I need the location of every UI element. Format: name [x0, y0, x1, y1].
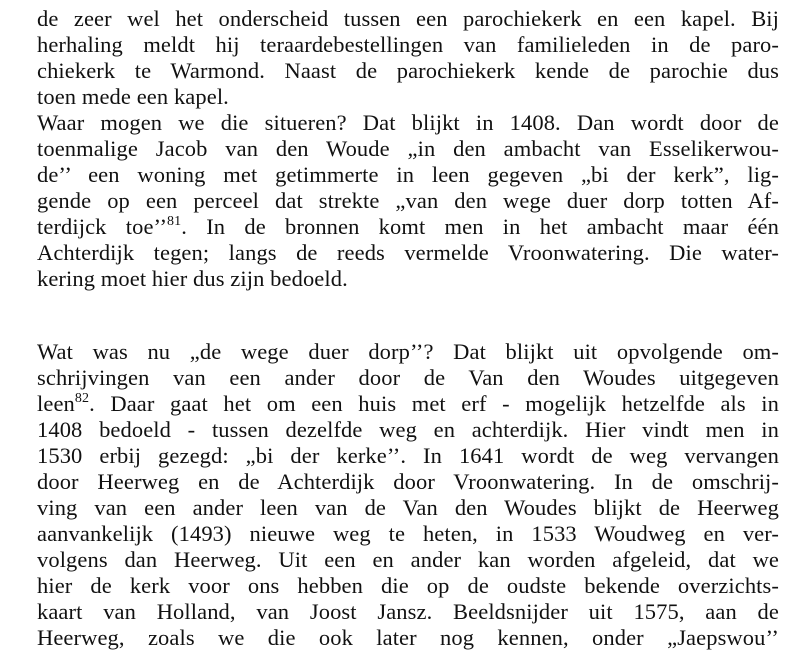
paragraph-1	[37, 6, 779, 292]
footnote-ref: 81	[167, 214, 182, 229]
text-line: de’’ een woning met getimmerte in leen gegeven „bi der kerk”, lig-	[37, 162, 779, 187]
footnote-ref: 82	[74, 391, 90, 406]
text-line: aanvankelijk (1493) nieuwe weg te heten, in 1533 Woudweg en ver-	[37, 521, 779, 546]
text-line: ving van een ander leen van de Van den Woudes blijkt de Heerweg	[37, 495, 779, 520]
text-line: toen mede een kapel.	[37, 84, 229, 109]
text-line: hier de kerk voor ons hebben die op de oudste bekende overzichts-	[37, 573, 779, 598]
text-line: 1530 erbij gezegd: „bi der kerke’’. In 1641 wordt de weg vervangen	[37, 443, 779, 468]
text-line: kering moet hier dus zijn bedoeld.	[37, 266, 348, 291]
text-line: kaart van Holland, van Joost Jansz. Beeldsnijder uit 1575, aan de	[37, 599, 779, 624]
text-line: 1408 bedoeld - tussen dezelfde weg en achterdijk. Hier vindt men in	[37, 417, 779, 442]
text-line: door Heerweg en de Achterdijk door Vroonwatering. In de omschrij-	[37, 469, 779, 494]
text-line: chiekerk te Warmond. Naast de parochiekerk kende de parochie dus	[37, 58, 779, 83]
text-line: gende op een perceel dat strekte „van den wege duer dorp totten Af-	[37, 188, 779, 213]
text-line: schrijvingen van een ander door de Van den Woudes uitgegeven	[37, 365, 779, 390]
text-line: volgens dan Heerweg. Uit een en ander kan worden afgeleid, dat we	[37, 547, 779, 572]
text-line: Wat was nu „de wege duer dorp’’? Dat blijkt uit opvolgende om-	[37, 339, 779, 364]
text-line: toenmalige Jacob van den Woude „in den ambacht van Esselikerwou-	[37, 136, 779, 161]
line-text-after: . Daar gaat het om een huis met erf - mogelijk hetzelfde als in	[89, 391, 779, 416]
text-line: Achterdijk tegen; langs de reeds vermelde Vroonwatering. Die water-	[37, 240, 779, 265]
line-text: terdijck toe’’	[37, 214, 168, 239]
text-line-with-footnote	[37, 214, 779, 240]
text-line: Waar mogen we die situeren? Dat blijkt in 1408. Dan wordt door de	[37, 110, 779, 135]
text-line-with-footnote	[37, 391, 779, 417]
paragraph-2	[37, 339, 779, 651]
text-line: Heerweg, zoals we die ook later nog kennen, onder „Jaepswou’’	[37, 625, 779, 650]
line-text: leen	[37, 391, 75, 416]
text-line: de zeer wel het onderscheid tussen een parochiekerk en een kapel. Bij	[37, 6, 779, 31]
line-text-after: . In de bronnen komt men in het ambacht maar één	[181, 214, 779, 239]
text-line: herhaling meldt hij teraardebestellingen van familieleden in de paro-	[37, 32, 779, 57]
